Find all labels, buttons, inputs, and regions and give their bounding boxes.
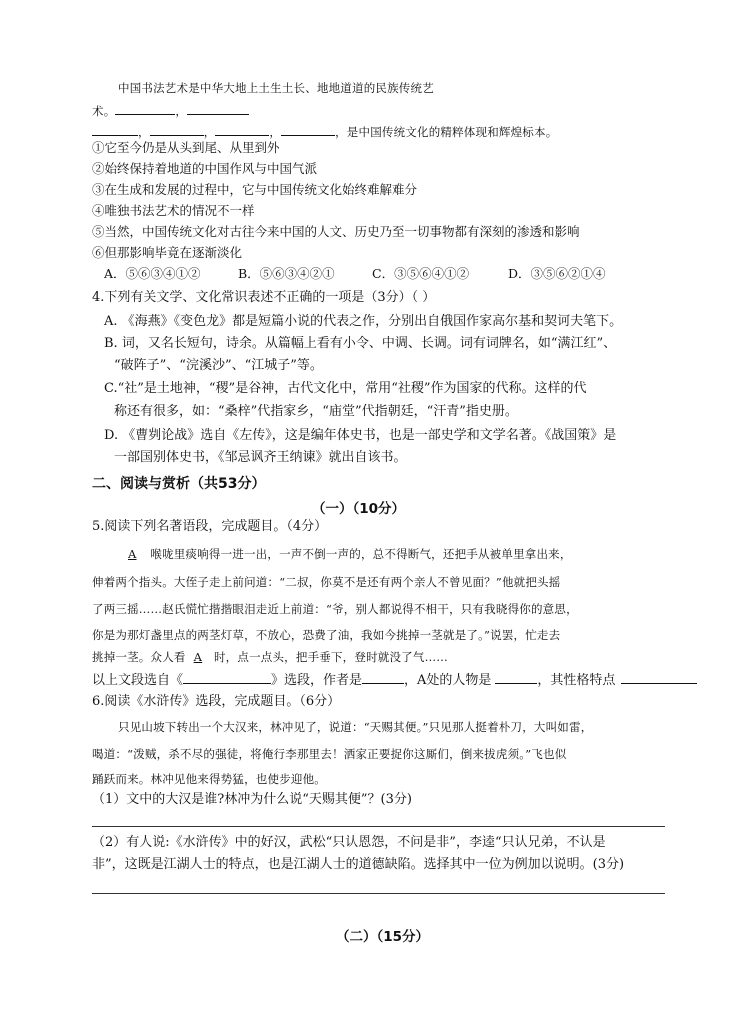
q5-passage-line-2: 伸着两个指头。大侄子走上前问道：“二叔，你莫不是还有两个亲人不曾见面？”他就把头摇: [92, 575, 561, 589]
statement-6: ⑥但那影响毕竟在逐渐淡化: [92, 245, 243, 260]
answer-blank[interactable]: [115, 101, 175, 115]
choice-c[interactable]: C．③⑤⑥④①②: [372, 266, 470, 281]
separator: ，: [203, 125, 216, 139]
choice-a[interactable]: A．⑤⑥③④①②: [104, 266, 201, 281]
answer-blank[interactable]: [621, 670, 697, 684]
q4-option-b-cont: “破阵子”、“浣溪沙”、“江城子”等。: [114, 358, 323, 373]
answer-blank[interactable]: [362, 670, 404, 684]
answer-blank[interactable]: [215, 122, 269, 136]
intro-prefix: 术。: [92, 104, 116, 118]
separator: ，: [138, 125, 150, 139]
q5-passage-line-5: [92, 648, 448, 666]
q6-passage-line-1: 只见山坡下转出一个大汉来，林冲见了，说道：“天赐其便。”只见那人挺着朴刀，大叫如雷，: [118, 720, 593, 734]
q4-option-c[interactable]: C.“社”是土地神，“稷”是谷神，古代文化中，常用“社稷”作为国家的代称。这样的代: [104, 381, 587, 396]
statement-5: ⑤当然，中国传统文化对古往今来中国的人文、历史乃至一切事物都有深刻的渗透和影响: [92, 224, 580, 239]
answer-blank[interactable]: [281, 122, 335, 136]
separator: ，: [269, 125, 282, 139]
q5-question: [92, 670, 697, 690]
statement-4: ④唯独书法艺术的情况不一样: [92, 203, 255, 218]
choice-d[interactable]: D．③⑤⑥②①④: [508, 266, 606, 281]
statement-1: ①它至今仍是从头到尾、从里到外: [92, 140, 280, 155]
q4-option-a[interactable]: A. 《海燕》《变色龙》都是短篇小说的代表之作，分别出自俄国作家高尔基和契诃夫笔下。: [104, 314, 623, 329]
q6-passage-line-2: 喝道：“泼贼，杀不尽的强徒，将俺行李那里去！洒家正要捉你这厮们，倒来拔虎须。”飞也似: [92, 747, 567, 761]
answer-blank[interactable]: [183, 670, 271, 684]
statement-3: ③在生成和发展的过程中，它与中国传统文化始终难解难分: [92, 182, 418, 197]
q4-option-d-cont: 一部国别体史书，《邹忌讽齐王纳谏》就出自该书。: [114, 450, 407, 465]
intro-line-2: [92, 101, 249, 120]
q5-question-text: 》选段，作者是: [271, 673, 363, 688]
part-two-heading: （二）（15分）: [336, 929, 430, 945]
q6-subquestion-2-cont: 非”，这既是江湖人士的特点，也是江湖人士的道德缺陷。选择其中一位为例加以说明。(3分): [92, 857, 625, 872]
intro-line-1: 中国书法艺术是中华大地上土生土长、地地道道的民族传统艺: [118, 81, 434, 95]
q5-passage-text: 时，点一点头，把手垂下，登时就没了气……: [210, 650, 448, 664]
q4-stem: 4.下列有关文学、文化常识表述不正确的一项是（3分）（ ）: [92, 290, 436, 305]
q4-option-d[interactable]: D. 《曹刿论战》选自《左传》，这是编年体史书，也是一部史学和文学名著。《战国策》是: [104, 428, 617, 443]
answer-blank[interactable]: [150, 122, 204, 136]
q5-question-text: 以上文段选自《: [92, 673, 184, 688]
q5-passage-line-3: 了两三摇……赵氏慌忙揩揩眼泪走近上前道：“爷，别人都说得不相干，只有我晓得你的意思，: [92, 602, 578, 616]
answer-blank[interactable]: [187, 101, 249, 115]
intro-tail: ，是中国传统文化的精粹体现和辉煌标本。: [335, 125, 558, 139]
answer-blank[interactable]: [92, 122, 138, 136]
q5-question-text: ，A处的人物是: [404, 673, 492, 688]
blank-a: A: [193, 650, 203, 664]
q5-question-text: ，其性格特点: [537, 673, 616, 688]
q6-stem: 6.阅读《水浒传》选段，完成题目。（6分）: [92, 694, 341, 709]
q5-passage-text: 喉咙里痰响得一进一出，一声不倒一声的，总不得断气，还把手从被单里拿出来，: [146, 547, 572, 561]
separator: ，: [175, 104, 188, 118]
q6-subquestion-1: （1）文中的大汉是谁?林冲为什么说“天赐其便”？(3分): [92, 792, 412, 807]
answer-blank[interactable]: [495, 670, 537, 684]
q5-passage-text: 挑掉一茎。众人看: [92, 650, 186, 664]
q5-passage-line-1: [118, 545, 572, 563]
q6-passage-line-3: 踊跃而来。林冲见他来得势猛，也使步迎他。: [92, 772, 326, 786]
section-heading: 二、阅读与赏析（共53分）: [92, 476, 266, 492]
blank-a: A: [128, 547, 137, 561]
answer-line[interactable]: [92, 893, 665, 894]
q6-subquestion-2: （2）有人说:《水浒传》中的好汉，武松“只认恩怨，不问是非”，李逵“只认兄弟，不认是: [92, 835, 606, 850]
part-one-heading: （一）（10分）: [312, 501, 406, 517]
q5-passage-line-4: 你是为那灯盏里点的两茎灯草，不放心，恐费了油，我如今挑掉一茎就是了。”说罢，忙走去: [92, 628, 561, 642]
q4-option-c-cont: 称还有很多，如：“桑梓”代指家乡，“庙堂”代指朝廷，“汗青”指史册。: [114, 404, 518, 419]
q4-option-b[interactable]: B. 词，又名长短句，诗余。从篇幅上看有小令、中调、长调。词有词牌名，如“满江红”、: [104, 336, 617, 351]
answer-line[interactable]: [92, 826, 665, 827]
choice-b[interactable]: B．⑤⑥③④②①: [238, 266, 335, 281]
statement-2: ②始终保持着地道的中国作风与中国气派: [92, 161, 318, 176]
q5-stem: 5.阅读下列名著语段，完成题目。（4分）: [92, 519, 328, 534]
